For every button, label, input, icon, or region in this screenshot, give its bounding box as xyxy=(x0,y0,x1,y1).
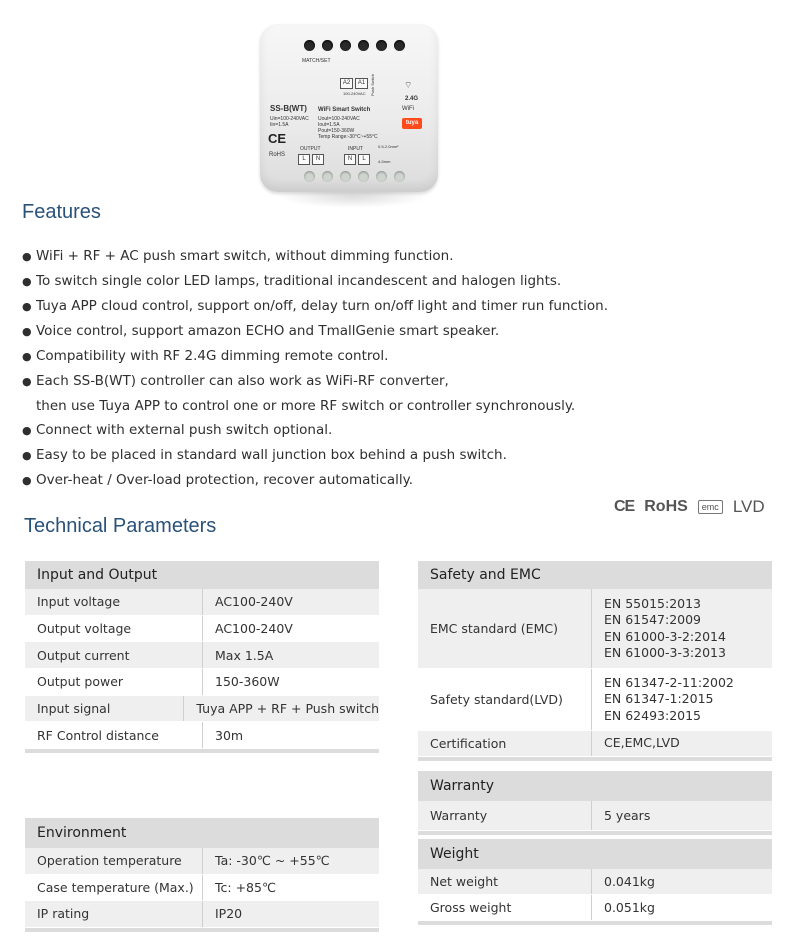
output-n-label: N xyxy=(312,154,324,165)
feature-text: Voice control, support amazon ECHO and TmallGenie smart speaker. xyxy=(36,323,500,339)
row-value: Max 1.5A xyxy=(215,647,274,663)
spec-right-1: Uout=100-240VAC xyxy=(318,116,360,122)
input-n-label: N xyxy=(344,154,356,165)
row-value: 0.051kg xyxy=(604,900,655,915)
bullet-icon: ● xyxy=(22,350,32,363)
table-row xyxy=(418,869,772,895)
feature-item xyxy=(22,244,608,269)
spec-left-2: Iin=1.5A xyxy=(270,122,289,128)
row-key: RF Control distance xyxy=(25,722,203,748)
row-key: Case temperature (Max.) xyxy=(25,875,203,901)
row-key: EMC standard (EMC) xyxy=(418,589,592,668)
bullet-icon: ● xyxy=(22,375,32,388)
freq-label: 2.4G xyxy=(405,96,419,102)
spec-left-1: Uin=100-240VAC xyxy=(270,116,309,122)
feature-text: Over-heat / Over-load protection, recover automatically. xyxy=(36,472,413,488)
table-row xyxy=(25,722,379,749)
row-value-line: EN 55015:2013 xyxy=(604,595,702,611)
row-key: Output current xyxy=(25,642,203,668)
rohs-mark: RoHS xyxy=(269,152,286,158)
safety-emc-table xyxy=(418,561,772,761)
input-output-table xyxy=(25,561,379,753)
bullet-icon: ● xyxy=(22,275,32,288)
bottom-terminal-holes xyxy=(304,171,405,182)
model-label: SS-B(WT) xyxy=(270,104,307,113)
a1-terminal-label: A1 xyxy=(355,78,368,89)
row-value xyxy=(592,675,734,725)
warranty-table xyxy=(418,771,772,835)
table-row xyxy=(25,669,379,696)
table-body xyxy=(418,869,772,921)
row-value: Ta: -30℃ ~ +55℃ xyxy=(215,853,330,869)
table-bottom-rule xyxy=(418,757,772,761)
table-row xyxy=(25,589,379,616)
feature-item xyxy=(22,319,608,344)
device-housing xyxy=(260,24,438,192)
row-value-line: EN 61347-1:2015 xyxy=(604,691,714,707)
row-value xyxy=(592,735,680,752)
table-row xyxy=(25,848,379,875)
row-value: AC100-240V xyxy=(215,621,293,637)
row-key: Output voltage xyxy=(25,616,203,642)
row-value-line: EN 62493:2015 xyxy=(604,707,702,723)
row-value-line: EN 61347-2-11:2002 xyxy=(604,674,734,690)
feature-item xyxy=(22,468,608,493)
row-value: 150-360W xyxy=(215,674,280,690)
table-bottom-rule xyxy=(418,921,772,925)
features-heading: Features xyxy=(22,201,101,223)
table-row xyxy=(25,642,379,669)
row-value: Tc: +85℃ xyxy=(215,879,276,895)
row-key: Warranty xyxy=(418,801,592,830)
row-value-line: CE,EMC,LVD xyxy=(604,735,680,751)
features-list xyxy=(22,244,608,493)
row-key: Safety standard(LVD) xyxy=(418,669,592,730)
row-key: IP rating xyxy=(25,901,203,927)
row-value: 30m xyxy=(215,727,244,743)
wifi-label: WiFi xyxy=(402,106,414,112)
spec-right-3: Pout=150-360W xyxy=(318,128,355,134)
row-key: Certification xyxy=(418,731,592,756)
row-key: Output power xyxy=(25,669,203,695)
table-bottom-rule xyxy=(25,749,379,753)
bullet-icon: ● xyxy=(22,449,32,462)
feature-text: Tuya APP cloud control, support on/off, delay turn on/off light and timer run function. xyxy=(36,298,609,314)
table-row xyxy=(25,875,379,902)
row-value-line: EN 61000-3-3:2013 xyxy=(604,645,726,660)
feature-text: To switch single color LED lamps, traditional incandescent and halogen lights. xyxy=(36,273,562,289)
table-row xyxy=(418,731,772,757)
table-body xyxy=(418,589,772,757)
row-key: Gross weight xyxy=(418,895,592,920)
rohs-logo: RoHS xyxy=(644,498,688,515)
weight-table xyxy=(418,839,772,925)
cert-marks xyxy=(614,497,765,517)
environment-table xyxy=(25,818,379,932)
row-key: Net weight xyxy=(418,869,592,894)
table-body xyxy=(418,801,772,831)
table-bottom-rule xyxy=(418,831,772,835)
output-label: OUTPUT xyxy=(300,146,321,152)
ce-logo: CE xyxy=(614,498,635,515)
row-value: Tuya APP + RF + Push switch xyxy=(196,701,379,717)
row-value: AC100-240V xyxy=(215,594,293,610)
row-key: Input voltage xyxy=(25,589,203,615)
row-value: 0.041kg xyxy=(604,874,655,889)
technical-parameters-heading: Technical Parameters xyxy=(24,515,217,537)
wire-spec: 0.5-2.0mm² xyxy=(378,144,399,149)
feature-item xyxy=(22,369,608,418)
table-row xyxy=(418,589,772,669)
bullet-icon: ● xyxy=(22,474,32,487)
strip-spec: 4-5mm xyxy=(378,159,391,164)
a2-terminal-label: A2 xyxy=(340,78,353,89)
product-image xyxy=(258,14,446,210)
ac-label: 100-240VAC xyxy=(343,91,366,96)
table-header: Safety and EMC xyxy=(418,561,772,589)
row-value-line: EN 61547:2009 xyxy=(604,612,702,627)
input-label: INPUT xyxy=(348,146,363,152)
top-terminal-holes xyxy=(304,40,405,51)
table-row xyxy=(418,669,772,731)
feature-item xyxy=(22,344,608,369)
bullet-icon: ● xyxy=(22,325,32,338)
bullet-icon: ● xyxy=(22,250,32,263)
input-l-label: L xyxy=(358,154,370,165)
spec-right-2: Iout=1.5A xyxy=(318,122,340,128)
wifi-signal-icon: ⌔ xyxy=(404,80,413,90)
lvd-logo: LVD xyxy=(732,497,765,516)
row-key: Operation temperature xyxy=(25,848,203,874)
output-l-label: L xyxy=(298,154,310,165)
push-switch-label: Push Switch xyxy=(370,73,375,96)
feature-text: Connect with external push switch optional. xyxy=(36,422,333,438)
table-row xyxy=(418,801,772,831)
feature-item xyxy=(22,418,608,443)
feature-item xyxy=(22,269,608,294)
table-header: Environment xyxy=(25,818,379,848)
row-value xyxy=(592,596,726,662)
feature-text-continued: then use Tuya APP to control one or more RF switch or controller synchronously. xyxy=(36,398,576,414)
match-set-label: MATCH/SET xyxy=(302,58,331,64)
bullet-icon: ● xyxy=(22,300,32,313)
table-body xyxy=(25,848,379,928)
feature-text: WiFi + RF + AC push smart switch, without dimming function. xyxy=(36,248,454,264)
spec-right-4: Temp Range:-30°C~+55°C xyxy=(318,134,378,140)
tuya-logo: tuya xyxy=(402,118,422,129)
emc-logo: emc xyxy=(698,500,723,514)
bullet-icon: ● xyxy=(22,424,32,437)
table-row xyxy=(418,895,772,921)
feature-text: Easy to be placed in standard wall junction box behind a push switch. xyxy=(36,447,507,463)
table-header: Warranty xyxy=(418,771,772,801)
table-bottom-rule xyxy=(25,928,379,932)
feature-item xyxy=(22,294,608,319)
feature-item xyxy=(22,443,608,468)
device-subtitle: WiFi Smart Switch xyxy=(318,107,371,113)
ce-mark: CE xyxy=(268,131,287,146)
row-key: Input signal xyxy=(25,696,184,722)
table-row xyxy=(25,616,379,643)
table-row xyxy=(25,901,379,928)
table-header: Weight xyxy=(418,839,772,869)
table-header: Input and Output xyxy=(25,561,379,589)
table-body xyxy=(25,589,379,749)
row-value: 5 years xyxy=(604,808,651,823)
feature-text: Each SS-B(WT) controller can also work as WiFi-RF converter, xyxy=(36,373,449,389)
feature-text: Compatibility with RF 2.4G dimming remote control. xyxy=(36,348,389,364)
row-value-line: EN 61000-3-2:2014 xyxy=(604,628,726,644)
table-row xyxy=(25,696,379,723)
row-value: IP20 xyxy=(215,906,243,922)
